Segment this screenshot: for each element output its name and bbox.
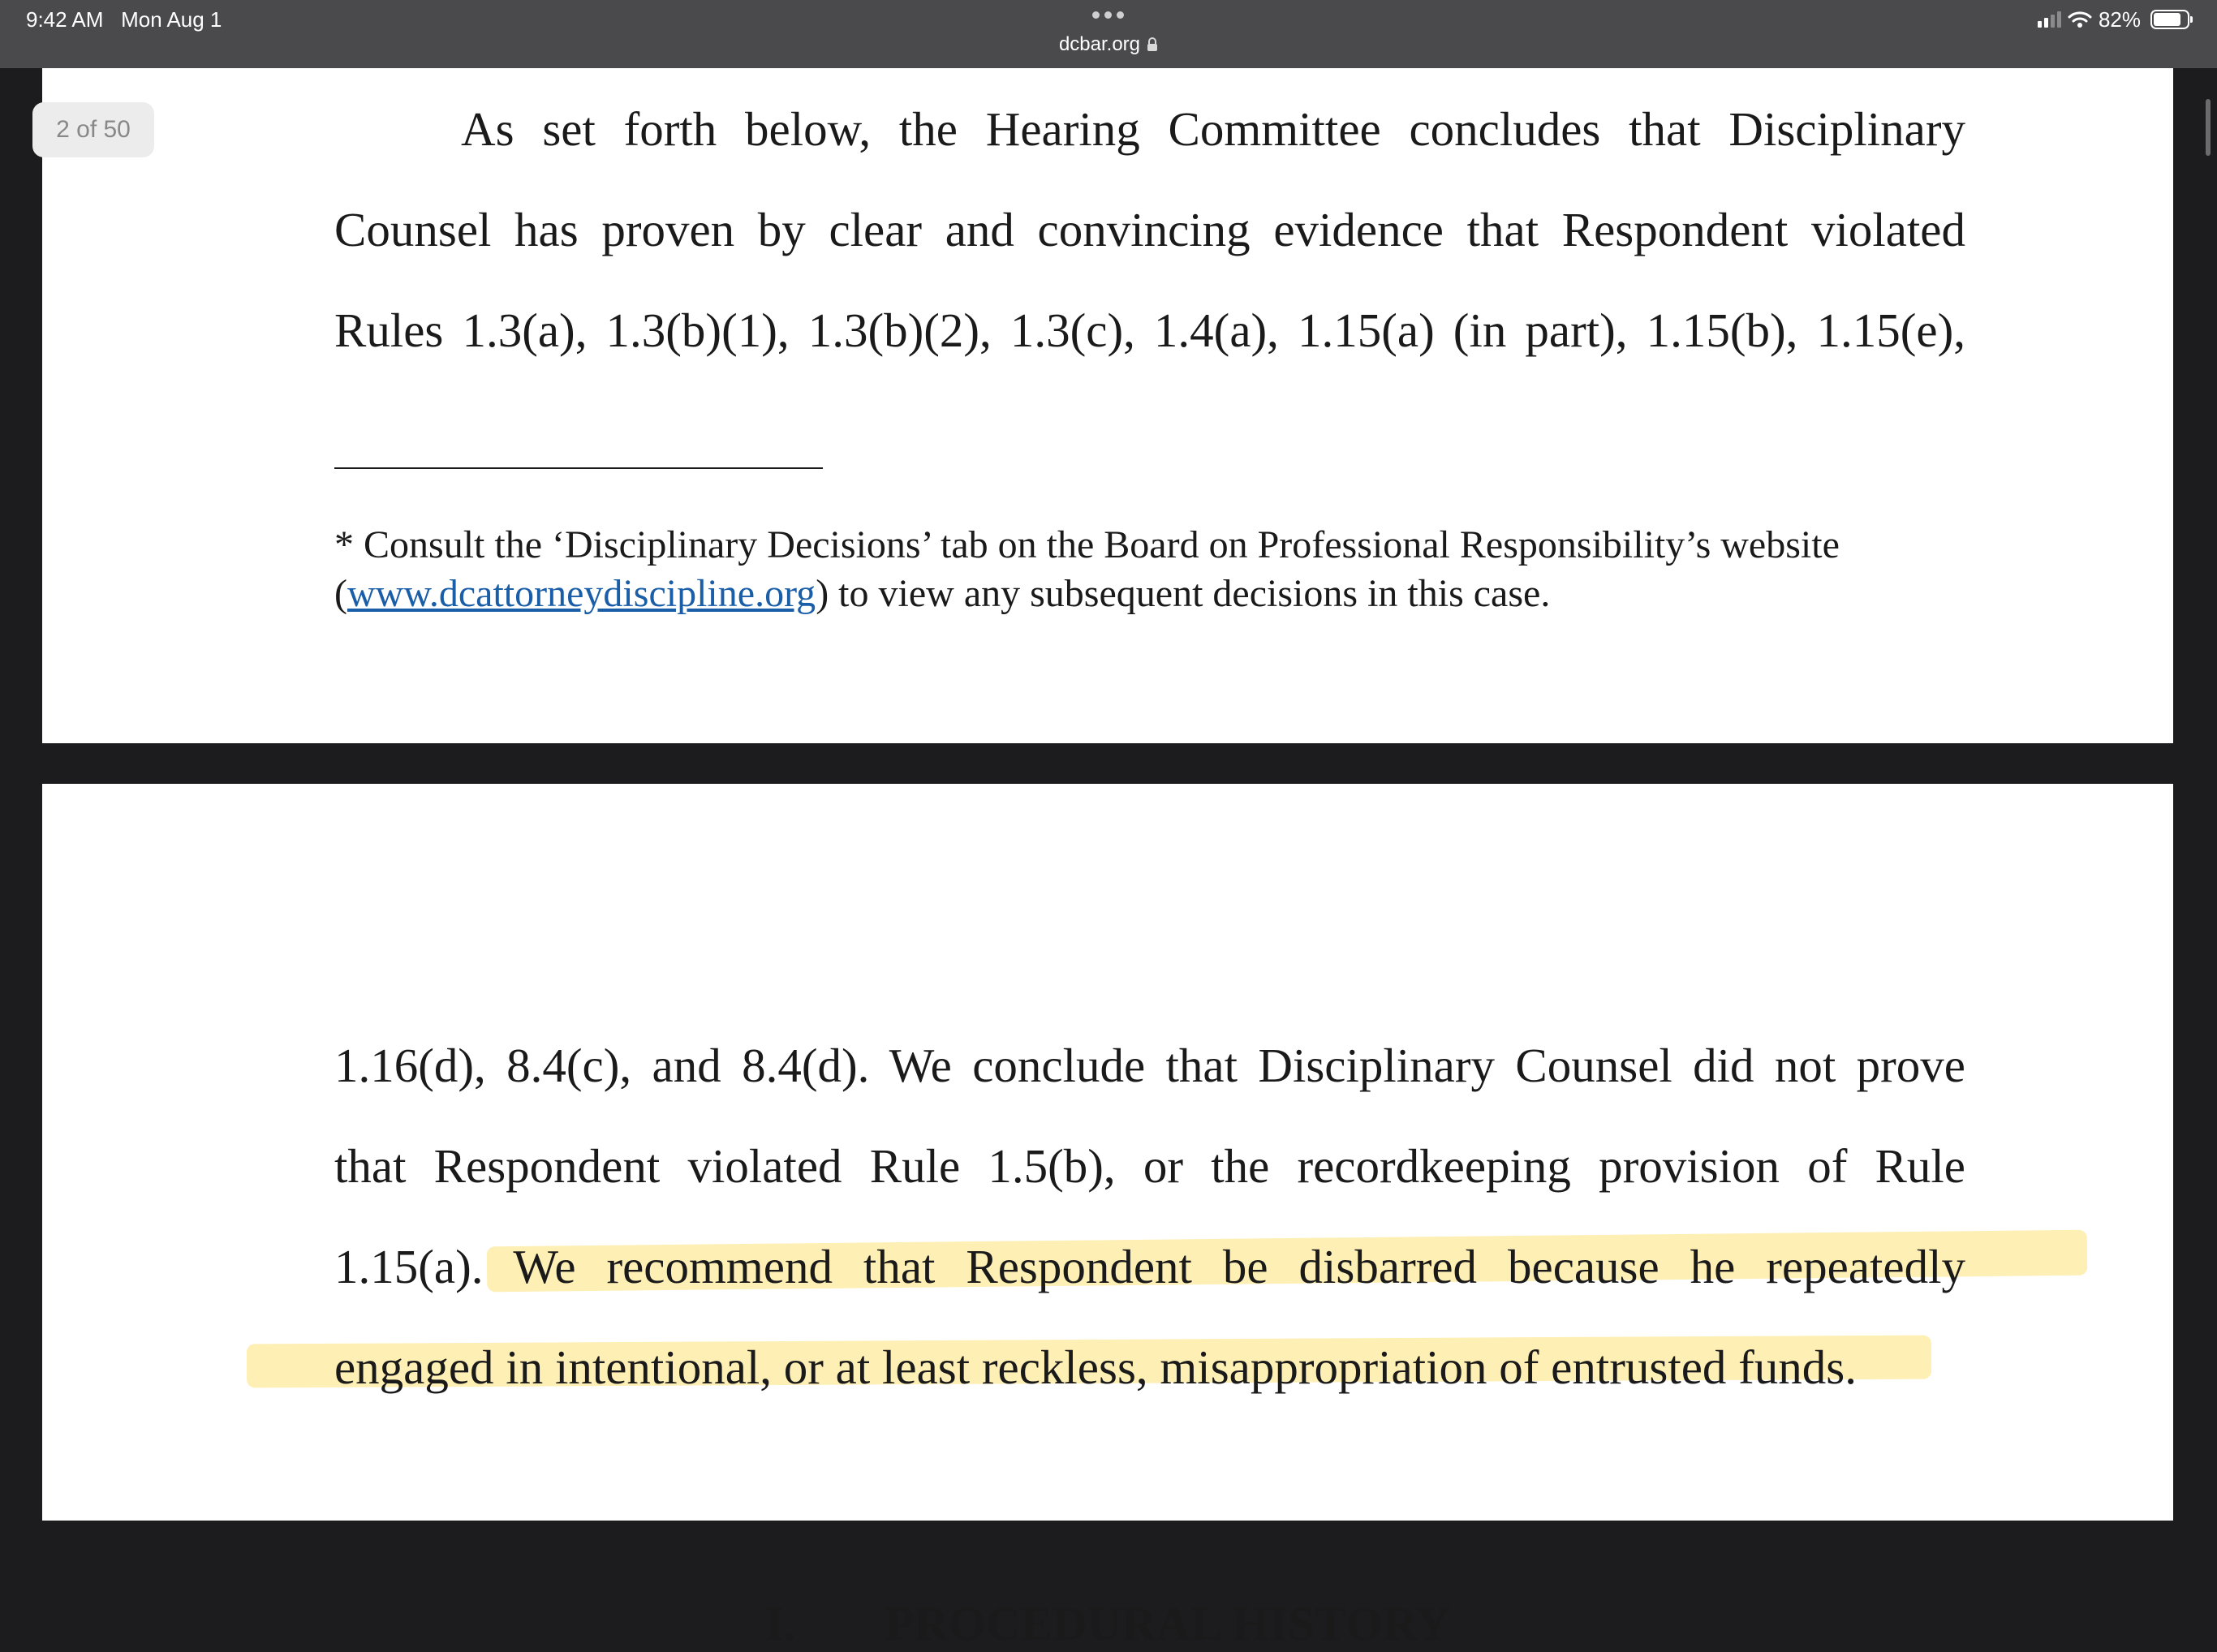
wifi-icon — [2068, 11, 2092, 28]
text-line: Counsel has proven by clear and convincing evidence that Respondent violated — [334, 203, 1965, 256]
status-indicators — [2038, 6, 2189, 32]
battery-percent: 82% — [2098, 6, 2141, 32]
lock-icon — [1147, 32, 1158, 60]
footnote-line: * Consult the ‘Disciplinary Decisions’ tab on the Board on Professional Responsibility’s website — [334, 523, 1840, 566]
status-date: Mon Aug 1 — [121, 7, 222, 32]
text-line: that Respondent violated Rule 1.5(b), or the recordkeeping provision of Rule — [334, 1139, 1965, 1193]
status-time: 9:42 AM — [26, 7, 104, 32]
text-line: 1.15(a). We recommend that Respondent be disbarred because he repeatedly — [334, 1240, 1965, 1293]
pdf-page-3 — [42, 784, 2173, 1650]
text-line: engaged in intentional, or at least reckless, misappropriation of entrusted funds. — [334, 1340, 1858, 1394]
battery-icon — [2150, 10, 2189, 29]
text-line: 1.16(d), 8.4(c), and 8.4(d). We conclude that Disciplinary Counsel did not prove — [334, 1039, 1965, 1092]
section-heading — [42, 1595, 2173, 1652]
section-title: PROCEDURAL HISTORY — [885, 1597, 1451, 1650]
section-number: I. — [764, 1597, 796, 1650]
text-line: Rules 1.3(a), 1.3(b)(1), 1.3(b)(2), 1.3(c), 1.4(a), 1.15(a) (in part), 1.15(b), 1.15(e), — [334, 303, 1965, 357]
footnote-line: (www.dcattorneydiscipline.org) to view any subsequent decisions in this case. — [334, 572, 1551, 615]
discipline-website-link[interactable]: www.dcattorneydiscipline.org — [347, 572, 816, 615]
footnote-divider — [334, 467, 823, 469]
browser-top-bar — [0, 0, 2217, 68]
text-line: As set forth below, the Hearing Committee concludes that Disciplinary — [461, 102, 1965, 156]
footnote — [334, 521, 1965, 618]
cellular-signal-icon — [2038, 11, 2061, 28]
more-options-icon[interactable] — [1092, 11, 1124, 19]
page-counter: 2 of 50 — [32, 102, 154, 157]
address-bar[interactable] — [0, 31, 2217, 60]
scrollbar-thumb[interactable] — [2206, 99, 2211, 156]
status-time-date — [26, 6, 222, 32]
pdf-page-2 — [42, 68, 2173, 743]
battery-level-fill — [2154, 13, 2180, 26]
url-text: dcbar.org — [1058, 33, 1141, 55]
